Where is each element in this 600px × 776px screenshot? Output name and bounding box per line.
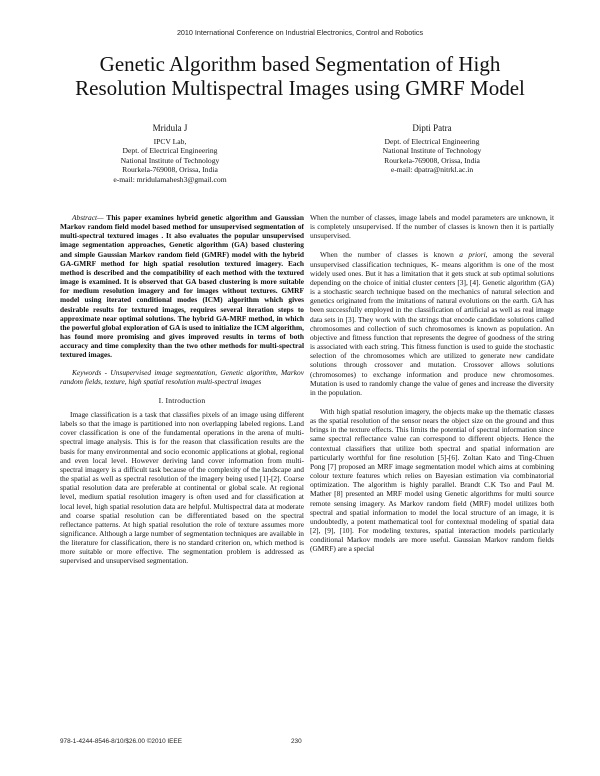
author-block-2 [332,124,532,175]
emphasis-text: a priori [459,250,486,260]
abstract [60,213,304,360]
author-affiliation-line: Rourkela-769008, Orissa, India [384,155,480,165]
body-paragraph: With high spatial resolution imagery, the objects make up the thematic classes as the spatial resolution of the sensor nears the object size on the ground and thus brings in the texture effects. This limits the potential of spectral information since same spectral reflectance value can correspond to different objects. Hence the contextual classifiers that utilize both spectral and spatial information are particularly worthful for fine resolution [5]-[6]. Zoltan Kato and Ting-Chuen Pong [7] proposed an MRF image segmentation model which aims at combining colour texture features which relies on Bayesian estimation via combinatorial optimization. The algorithm is highly parallel. Brandt C.K Tso and Paul M. Mather [8] presented an MRF model using Genetic algorithms for multi source remote sensing imagery. As Markov random field (MRF) model utilizes both spectral and spatial information to model the local structure of an image, it is undoubtedly, a potent mathematical tool for contextual modeling of spatial data [2], [9], [10]. For modeling textures, spatial interaction models particularly conditional Markov models are more useful. Gaussian Markov random fields (GMRF) are a special [310,406,554,554]
paragraph-text: , among the several unsupervised classification techniques, K- means algorithm is one of the most widely used ones. But it has a limitation that it gets stuck at sub optimal solutions depending on the choice of initial cluster centers [3], [4]. Genetic algorithm (GA) is a stochastic search technique based on the mechanics of natural selection and genetics originated from the imitations of natural evolutions on the earth. GA has been successfully employed in the classification of artificial as well as real image data sets in [3]. They work with the strings that encode candidate solutions called chromosomes and collection of such chromosomes is known as population. An objective and fitness function that represents the degree of goodness of the string is associated with each string. This fitness function is used to guide the stochastic selection of the chromosomes which are utilized to generate new candidate solutions through crossover and mutation. Crossover allows solutions (chromosomes) to exchange information and produce new chromosomes. Mutation is used to randomly change the value of genes and increase the diversity in the population. [310,250,554,397]
author-affiliation-line: National Institute of Technology [382,146,482,156]
section-heading-introduction: I. Introduction [158,395,206,405]
abstract-text: This paper examines hybrid genetic algorithm and Gaussian Markov random field model based method for unsupervised segmentation of multi-spectral textured images . It also evaluates the popular unsupervised image segmentation approaches, Genetic algorithm (GA) based clustering and simple Gaussian Markov random field (GMRF) model with the hybrid GA-GMRF method for high spatial resolution textured imagery. Each method is described and the compatibility of each method with the textured image is examined. It is observed that GA based clustering is more suitable for medium resolution imagery and for images without textures. GMRF model using iterated conditional modes (ICM) algorithm which gives desirable results for textured images, requires several iteration steps to approximate near optimal solutions. The hybrid GA-MRF method, in which the powerful global exploration of GA is used to initialize the ICM algorithm, has found more promising and gives improved results in terms of both accuracy and time complexity than the two other methods for multi-spectral textured images. [60,213,304,360]
footer-isbn: 978-1-4244-8546-8/10/$26.00 ©2010 IEEE [60,738,182,745]
body-paragraph [310,250,554,397]
page-number: 230 [291,738,302,745]
author-affiliation-line: Dept. of Electrical Engineering [122,146,218,156]
author-affiliation-line: Dept. of Electrical Engineering [384,136,480,146]
right-column [310,213,554,553]
author-affiliation-line: IPCV Lab, [153,136,187,146]
author-affiliation-line: National Institute of Technology [120,155,220,165]
paragraph-text: When the number of classes is known [320,250,460,260]
author-email: e-mail: dpatra@nitrkl.ac.in [390,165,474,175]
author-name: Mridula J [152,123,188,133]
author-block-1 [70,124,270,185]
paper-title [40,52,560,100]
introduction-paragraph: Image classification is a task that classifies pixels of an image using different labels so that the image is partitioned into non overlapping labeled regions. Land cover classification is one of the fundamental operations in the arena of multi-spectral image analysis. This is for the reason that classification results are the basis for many environmental and socio economic applications at global, regional and even local level. However deriving land cover information from multi-spectral imagery is a difficult task because of the complexity of the landscape and the spatial as well as spectral resolution of the imagery being used [1]-[2]. Coarse spatial resolution data are preferable at continental or global scale. At regional level, medium spatial resolution imagery is often used and for classification at local level, high spatial resolution data are helpful. Multispectral data at moderate and coarse spatial resolution can be differentiated based on the spectral reflectance patterns. At high spatial resolution the role of texture assumes more significance. Although a large number of segmentation techniques are available in the literature for classification, there is no standard criterion on, which method is more suitable or more effective. The segmentation problem is addressed as supervised and unsupervised segmentation. [60,409,304,566]
abstract-label: Abstract— [72,213,104,222]
author-name: Dipti Patra [412,123,452,133]
body-paragraph: When the number of classes, image labels and model parameters are unknown, it is completely unsupervised. If the number of classes is known then it is partially unsupervised. [310,213,554,241]
keywords: Keywords - Unsupervised image segmentation, Genetic algorithm, Markov random fields, texture, high spatial resolution multi-spectral images [60,367,304,386]
conference-header: 2010 International Conference on Industrial Electronics, Control and Robotics [176,28,424,37]
title-line-2: Resolution Multispectral Images using GMRF Model [75,76,525,100]
title-line-1: Genetic Algorithm based Segmentation of High [99,52,501,76]
left-column [60,213,304,566]
author-email: e-mail: mridulamahesh3@gmail.com [113,174,227,184]
author-affiliation-line: Rourkela-769008, Orissa, India [122,165,218,175]
